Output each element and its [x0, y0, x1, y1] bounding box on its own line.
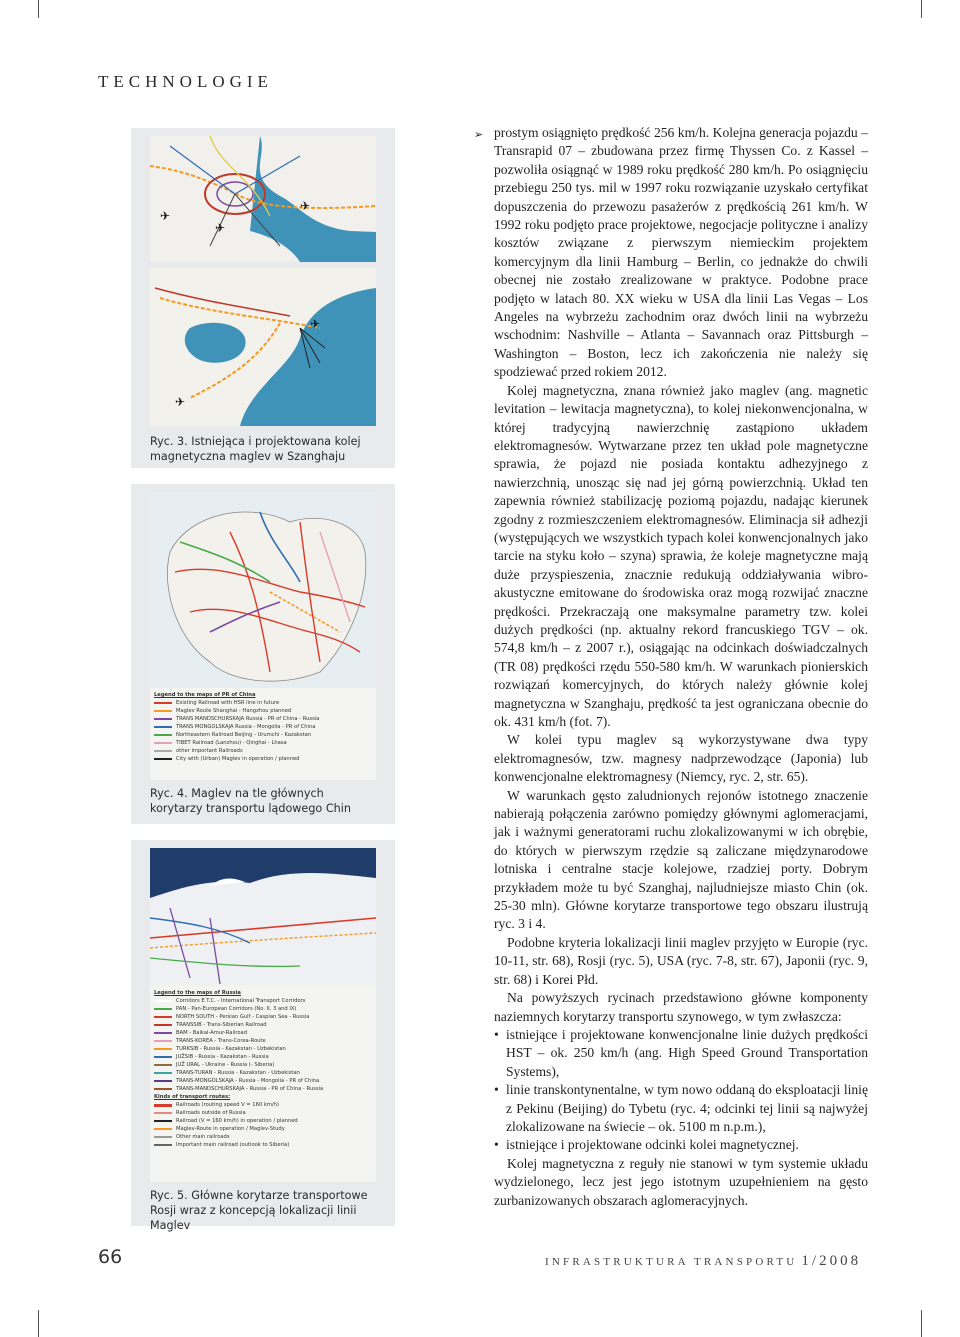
paragraph: Kolej magnetyczna z reguły nie stanowi w tym systemie układu wydzielonego, lecz jest jego istotnym uzupełnieniem na gęsto zurbanizowanych obszarach aglomeracyjnych. [494, 1155, 868, 1208]
svg-text:✈: ✈ [175, 395, 186, 409]
paragraph: W warunkach gęsto zaludnionych rejonów istotnego znaczenie nabierają połączenia zarówno pomiędzy głównymi aglomeracjami, jak i ważnymi generatorami ruchu zlokalizowanymi w ich obrębie, do których w pierwszym rzędzie są zaliczane międzynarodowe lotniska i centralne stacje kolejowe, rzadziej porty. Dobrym przykładem może tu być Szanghaj, najludniejsze miasto Chin (ok. 25-30 mln). Główne korytarze transportowe tego obszaru ilustrują ryc. 3 i 4. [494, 787, 868, 932]
crop-mark [38, 1310, 39, 1337]
svg-text:✈: ✈ [300, 199, 311, 213]
figure-5-panel [131, 840, 395, 1232]
legend-item: other important Railroads [154, 747, 372, 755]
legend-item: Railroad (V = 160 km/h) in operation / planned [154, 1117, 372, 1125]
legend-item: Railroads (routing speed V = 160 km/h) [154, 1101, 372, 1109]
legend-item: TRANS MONGOLSKAJA Russia - Mongolia - PR of China [154, 723, 372, 731]
page-number: 66 [98, 1246, 123, 1268]
figure-4-caption: Ryc. 4. Maglev na tle głównych korytarzy transportu lądowego Chin [150, 787, 351, 815]
paragraph: Na powyższych rycinach przedstawiono główne komponenty naziemnych korytarzy transportu szynowego, w tym zwłaszcza: [494, 990, 868, 1024]
journal-issue: 1/2008 [801, 1253, 862, 1269]
svg-text:✈: ✈ [215, 221, 226, 235]
figure-5-legend [150, 986, 376, 1182]
legend-item: PAN - Pan-European Corridors (No. II, 3 and IX) [154, 1005, 372, 1013]
legend-item: JUŽ URAL - Ukraine - Russia (- Siberia) [154, 1061, 372, 1069]
section-header: TECHNOLOGIE [98, 72, 273, 91]
bullet-list [494, 1026, 868, 1155]
continuation-arrow-icon: ➢ [474, 128, 484, 141]
shanghai-map-upper [150, 136, 376, 262]
svg-text:✈: ✈ [160, 209, 171, 223]
legend-item: Kinds of transport routes: [154, 1094, 231, 1100]
legend-title: Legend to the maps of Russia [154, 990, 241, 996]
russia-map [150, 848, 376, 1182]
legend-title: Legend to the maps of PR of China [154, 692, 256, 698]
svg-text:✈: ✈ [310, 317, 321, 331]
legend-item: NORTH SOUTH - Persian Gulf - Caspian Sea - Russia [154, 1013, 372, 1021]
list-item: • linie transkontynentalne, w tym nowo oddaną do eksploatacji linię z Pekinu (Beijing) do Tybetu (ryc. 4; odcinki tej linii są najwyżej zlokalizowane na świecie – ok. 5100 m n.p.m.), [494, 1081, 868, 1136]
legend-item: TRANSSIB - Trans-Siberian Railroad [154, 1021, 372, 1029]
paragraph: W kolei typu maglev są wykorzystywane dwa typy elektromagnesów, tzw. magnesy nadprzewodzące (Japonia) lub konwencjonalne elektromagnesy (Niemcy, ryc. 2, str. 65). [494, 732, 868, 785]
legend-item: TRANS MANDSCHURSKAJA Russia - PR of China - Russia [154, 715, 372, 723]
figure-3-panel [131, 128, 395, 468]
figure-4-legend [150, 688, 376, 780]
legend-item: TIBET Railroad (Lanzhou) - Qinghai - Lhasa [154, 739, 372, 747]
legend-item: BAM - Baikal-Amur-Railroad [154, 1029, 372, 1037]
paragraph: prostym osiągnięto prędkość 256 km/h. Kolejna generacja pojazdu – Transrapid 07 – zbudowana przez firmę Thyssen Co. z Kassel – pozwoliła osiągnąć w 1989 roku prędkość 280 km/h. Po osiągnięciu przebiegu 250 tys. mil w 1997 roku rozwiązanie uzyskało certyfikat dopuszczenia do przewozu pasażerów z prędkością 261 km/h. W 1992 roku podjęto prace projektowe, negocjacje polityczne i analizy kosztów związane z pierwszym niemieckim projektem komercyjnym dla linii Hamburg – Berlin, co jednakże do chwili obecnej nie zostało zrealizowane w praktyce. Podobne prace podjęto w latach 80. XX wieku w USA dla linii Las Vegas – Los Angeles na wybrzeżu zachodnim oraz dwóch linii na wybrzeżu wschodnim: Nashville – Atlanta – Savannach oraz Pittsburgh – Washington – Boston, lecz ich zakończenia nie należy się spodziewać przed rokiem 2012. [494, 125, 868, 380]
legend-item: Railroads outside of Russia [154, 1109, 372, 1117]
crop-mark [921, 0, 922, 18]
figure-5-caption: Ryc. 5. Główne korytarze transportowe Rosji wraz z koncepcją lokalizacji linii Maglev [150, 1189, 368, 1232]
china-map [150, 492, 376, 780]
legend-item: TURKSIB - Russia - Kazakstan - Uzbekistan [154, 1045, 372, 1053]
legend-item: JUŽSIB - Russia - Kazakstan - Russia [154, 1053, 372, 1061]
legend-item: TRANS-KOREA - Trans-Corea-Route [154, 1037, 372, 1045]
list-item: • istniejące i projektowane odcinki kolei magnetycznej. [494, 1136, 868, 1154]
legend-item: Important main railroad (outlook to Siberia) [154, 1141, 372, 1149]
legend-item: Maglev Route Shanghai - Hangzhou planned [154, 707, 372, 715]
shanghai-map-lower [150, 268, 376, 426]
journal-footer [545, 1253, 861, 1270]
legend-item: Existing Railroad with HSR line in future [154, 699, 372, 707]
legend-item: Northeastern Railroad Beijing - Urumchi - Kazakstan [154, 731, 372, 739]
article-body [494, 124, 868, 1210]
figure-4-panel [131, 484, 395, 824]
paragraph: Kolej magnetyczna, znana również jako maglev (ang. magnetic levitation – lewitacja magnetyczna), to kolej niekonwencjonalna, w której tradycyjną nawierzchnię zastąpiono układem elektromagnesów. Wytwarzane przez ten układ pole magnetyczne sprawia, że pojazd nie posiada kontaktu adhezyjnego z nawierzchnią, unosząc się nad jej górną powierzchnią. Układ ten zapewnia również stabilizację poziomą pojazdu, nadając kierunek zgodny z rozmieszczeniem elektromagnesów. Eliminacja sił adhezji (występujących we wszystkich typach kolei konwencjonalnych jako tarcie na styku koło – szyna) sprawia, że koleje magnetyczne mają duże przyspieszenia, znacznie redukują oddziaływania wibro-akustyczne emitowane do środowiska oraz mogą rozwijać znaczne prędkości. Przekraczają one maksymalne parametry tzw. kolei dużych prędkości (np. aktualny rekord francuskiego TGV – ok. 574,8 km/h – z 2007 r.), osiągając na odcinkach doświadczalnych (TR 08) prędkości rzędu 550-580 km/h. W warunkach pionierskich rozwiązań komercyjnych, do których należy głównie kolej magnetyczna w Szanghaju, prędkość ta jest ograniczana obecnie do ok. 431 km/h (fot. 7). [494, 382, 868, 729]
crop-mark [921, 1310, 922, 1337]
legend-item: TRANS-TURAN - Russia - Kazakstan - Uzbekistan [154, 1069, 372, 1077]
paragraph: Podobne kryteria lokalizacji linii maglev przyjęto w Europie (ryc. 10-11, str. 68), Rosji (ryc. 5), USA (ryc. 7-8, str. 67), Japonii (ryc. 9, str. 68) i Korei Płd. [494, 934, 868, 987]
legend-item: Corridors E.T.C. - International Transport Corridors [154, 997, 372, 1005]
list-item: • istniejące i projektowane konwencjonalne linie dużych prędkości HST – ok. 250 km/h (ang. High Speed Ground Transportation Systems), [494, 1026, 868, 1081]
legend-item: Other main railroads [154, 1133, 372, 1141]
journal-name: INFRASTRUKTURA TRANSPORTU [545, 1256, 798, 1268]
figure-3-caption: Ryc. 3. Istniejąca i projektowana kolej magnetyczna maglev w Szanghaju [150, 435, 361, 463]
legend-item: TRANS-MONGOLSKAJA - Russia - Mongolia - PR of China [154, 1077, 372, 1085]
legend-item: Maglev-Route in operation / Maglev-Study [154, 1125, 372, 1133]
legend-item: TRANS-MANDSCHURSKAJA - Russia - PR of China - Russia [154, 1085, 372, 1093]
legend-item: City with (Urban) Maglev in operation / planned [154, 755, 372, 763]
crop-mark [38, 0, 39, 18]
